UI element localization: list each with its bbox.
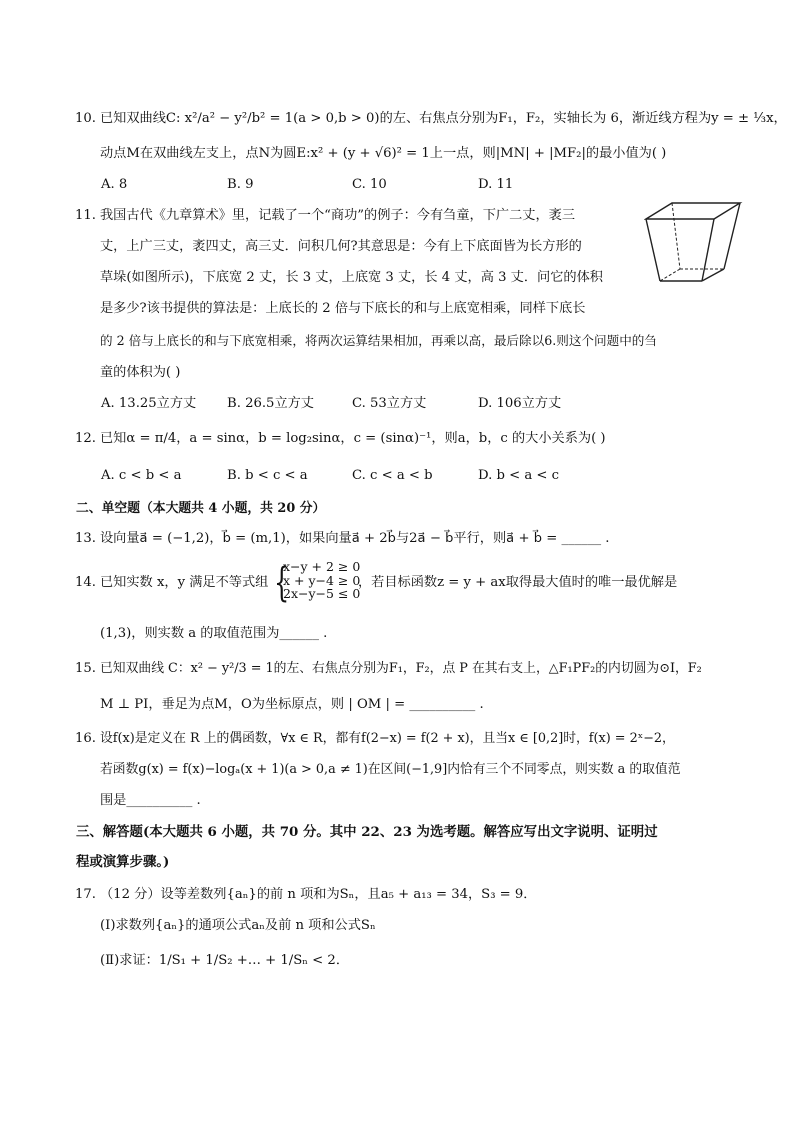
section3-heading-2: 程或演算步骤。): [76, 854, 170, 870]
q14-system-row-3: 2x−y−5 ≤ 0: [283, 586, 361, 601]
q13-text-line1: 设向量a⃗ = (−1,2)，b⃗ = (m,1)，如果向量a⃗ + 2b⃗与2a⃗ − b⃗平行，则a⃗ + b⃗ = ______ .: [100, 531, 610, 546]
q16-text-line1: 设f(x)是定义在 R 上的偶函数，∀x ∈ R，都有f(2−x) = f(2 + x)，且当x ∈ [0,2]时，f(x) = 2ˣ−2，: [100, 731, 675, 746]
frustum-figure: [644, 197, 744, 287]
q14-system-brace: {: [274, 560, 290, 606]
q11-option-c[interactable]: C. 53立方丈: [352, 396, 427, 411]
q11-option-b[interactable]: B. 26.5立方丈: [227, 396, 314, 411]
q12-option-d[interactable]: D. b < a < c: [478, 468, 560, 483]
q17-text-line1: （12 分）设等差数列{aₙ}的前 n 项和为Sₙ，且a₅ + a₁₃ = 34，S₃ = 9．: [100, 887, 537, 902]
frustum-edge-bottom-right: [702, 269, 724, 281]
q12-option-a[interactable]: A. c < b < a: [101, 468, 182, 483]
q11-number: 11.: [75, 208, 96, 223]
q14-text-line2: (1,3)，则实数 a 的取值范围为______ .: [100, 626, 328, 641]
frustum-edge-front-right: [702, 219, 714, 281]
q14-number: 14.: [75, 575, 96, 590]
q11-text-line6: 童的体积为( ): [100, 365, 181, 380]
q17-part2: (Ⅱ)求证：1/S₁ + 1/S₂ +… + 1/Sₙ < 2．: [100, 953, 350, 968]
q15-text-line1: 已知双曲线 C：x² − y²/3 = 1的左、右焦点分别为F₁，F₂，点 P 在其右支上，△F₁PF₂的内切圆为⊙I，F₂: [100, 661, 702, 676]
q14-suffix: ，若目标函数z = y + ax取得最大值时的唯一最优解是: [358, 575, 678, 590]
frustum-hidden-edge-bottom-left: [660, 269, 680, 281]
q16-text-line2: 若函数g(x) = f(x)−logₐ(x + 1)(a > 0,a ≠ 1)在区间(−1,9]内恰有三个不同零点，则实数 a 的取值范: [100, 762, 681, 777]
q15-text-line2: M ⊥ PI，垂足为点M，O为坐标原点，则 | OM | = __________ .: [100, 697, 484, 712]
q10-option-c[interactable]: C. 10: [352, 177, 387, 192]
q12-text-line1: 已知α = π/4，a = sinα，b = log₂sinα，c = (sinα)⁻¹，则a，b，c 的大小关系为( ): [100, 431, 606, 446]
q10-option-a[interactable]: A. 8: [101, 177, 128, 192]
q13-number: 13.: [75, 531, 96, 546]
q14-system: [283, 560, 360, 601]
q11-text-line2: 丈，上广三丈，袤四丈，高三丈．问积几何?其意思是：今有上下底面皆为长方形的: [100, 239, 582, 254]
q11-text-line3: 草垛(如图所示)，下底宽 2 丈，长 3 丈，上底宽 3 丈，长 4 丈，高 3 丈．问它的体积: [100, 270, 603, 285]
q11-text-line4: 是多少?该书提供的算法是：上底长的 2 倍与下底长的和与上底宽相乘，同样下底长: [100, 301, 586, 316]
q11-option-a[interactable]: A. 13.25立方丈: [101, 396, 197, 411]
q15-number: 15.: [75, 661, 96, 676]
q10-text-line1: 已知双曲线C: x²/a² − y²/b² = 1(a > 0,b > 0)的左、右焦点分别为F₁，F₂，实轴长为 6，渐近线方程为y = ± ⅓x，: [100, 111, 787, 126]
frustum-hidden-edge-back-left: [672, 203, 680, 269]
q10-option-b[interactable]: B. 9: [227, 177, 254, 192]
q11-option-d[interactable]: D. 106立方丈: [478, 396, 562, 411]
q10-option-d[interactable]: D. 11: [478, 177, 514, 192]
frustum-top-face: [646, 203, 740, 219]
frustum-edge-back-right: [724, 203, 740, 269]
q11-text-line5: 的 2 倍与上底长的和与下底宽相乘，将两次运算结果相加，再乘以高，最后除以6.则这个问题中的刍: [100, 333, 657, 348]
q12-number: 12.: [75, 431, 96, 446]
q14-system-row-2: x + y−4 ≥ 0: [283, 572, 361, 588]
section2-heading: 二、单空题（本大题共 4 小题，共 20 分）: [76, 501, 326, 516]
q17-part1: (Ⅰ)求数列{aₙ}的通项公式aₙ及前 n 项和公式Sₙ: [100, 918, 376, 933]
q10-number: 10.: [75, 111, 96, 126]
q14-system-row-1: x−y + 2 ≥ 0: [283, 559, 361, 574]
q17-number: 17.: [75, 887, 96, 902]
q12-option-c[interactable]: C. c < a < b: [352, 468, 433, 483]
frustum-edge-front-left: [646, 219, 660, 281]
q16-text-line3: 围是__________ .: [100, 793, 201, 808]
q14-prefix: 已知实数 x，y 满足不等式组: [100, 575, 269, 590]
q12-option-b[interactable]: B. b < c < a: [227, 468, 308, 483]
q11-text-line1: 我国古代《九章算术》里，记载了一个“商功”的例子：今有刍童，下广二丈，袤三: [100, 208, 576, 223]
q10-text-line2: 动点M在双曲线左支上，点N为圆E:x² + (y + √6)² = 1上一点，则|MN| + |MF₂|的最小值为( ): [100, 146, 667, 161]
q16-number: 16.: [75, 731, 96, 746]
section3-heading-1: 三、解答题(本大题共 6 小题，共 70 分。其中 22、23 为选考题。解答应写出文字说明、证明过: [76, 824, 658, 840]
